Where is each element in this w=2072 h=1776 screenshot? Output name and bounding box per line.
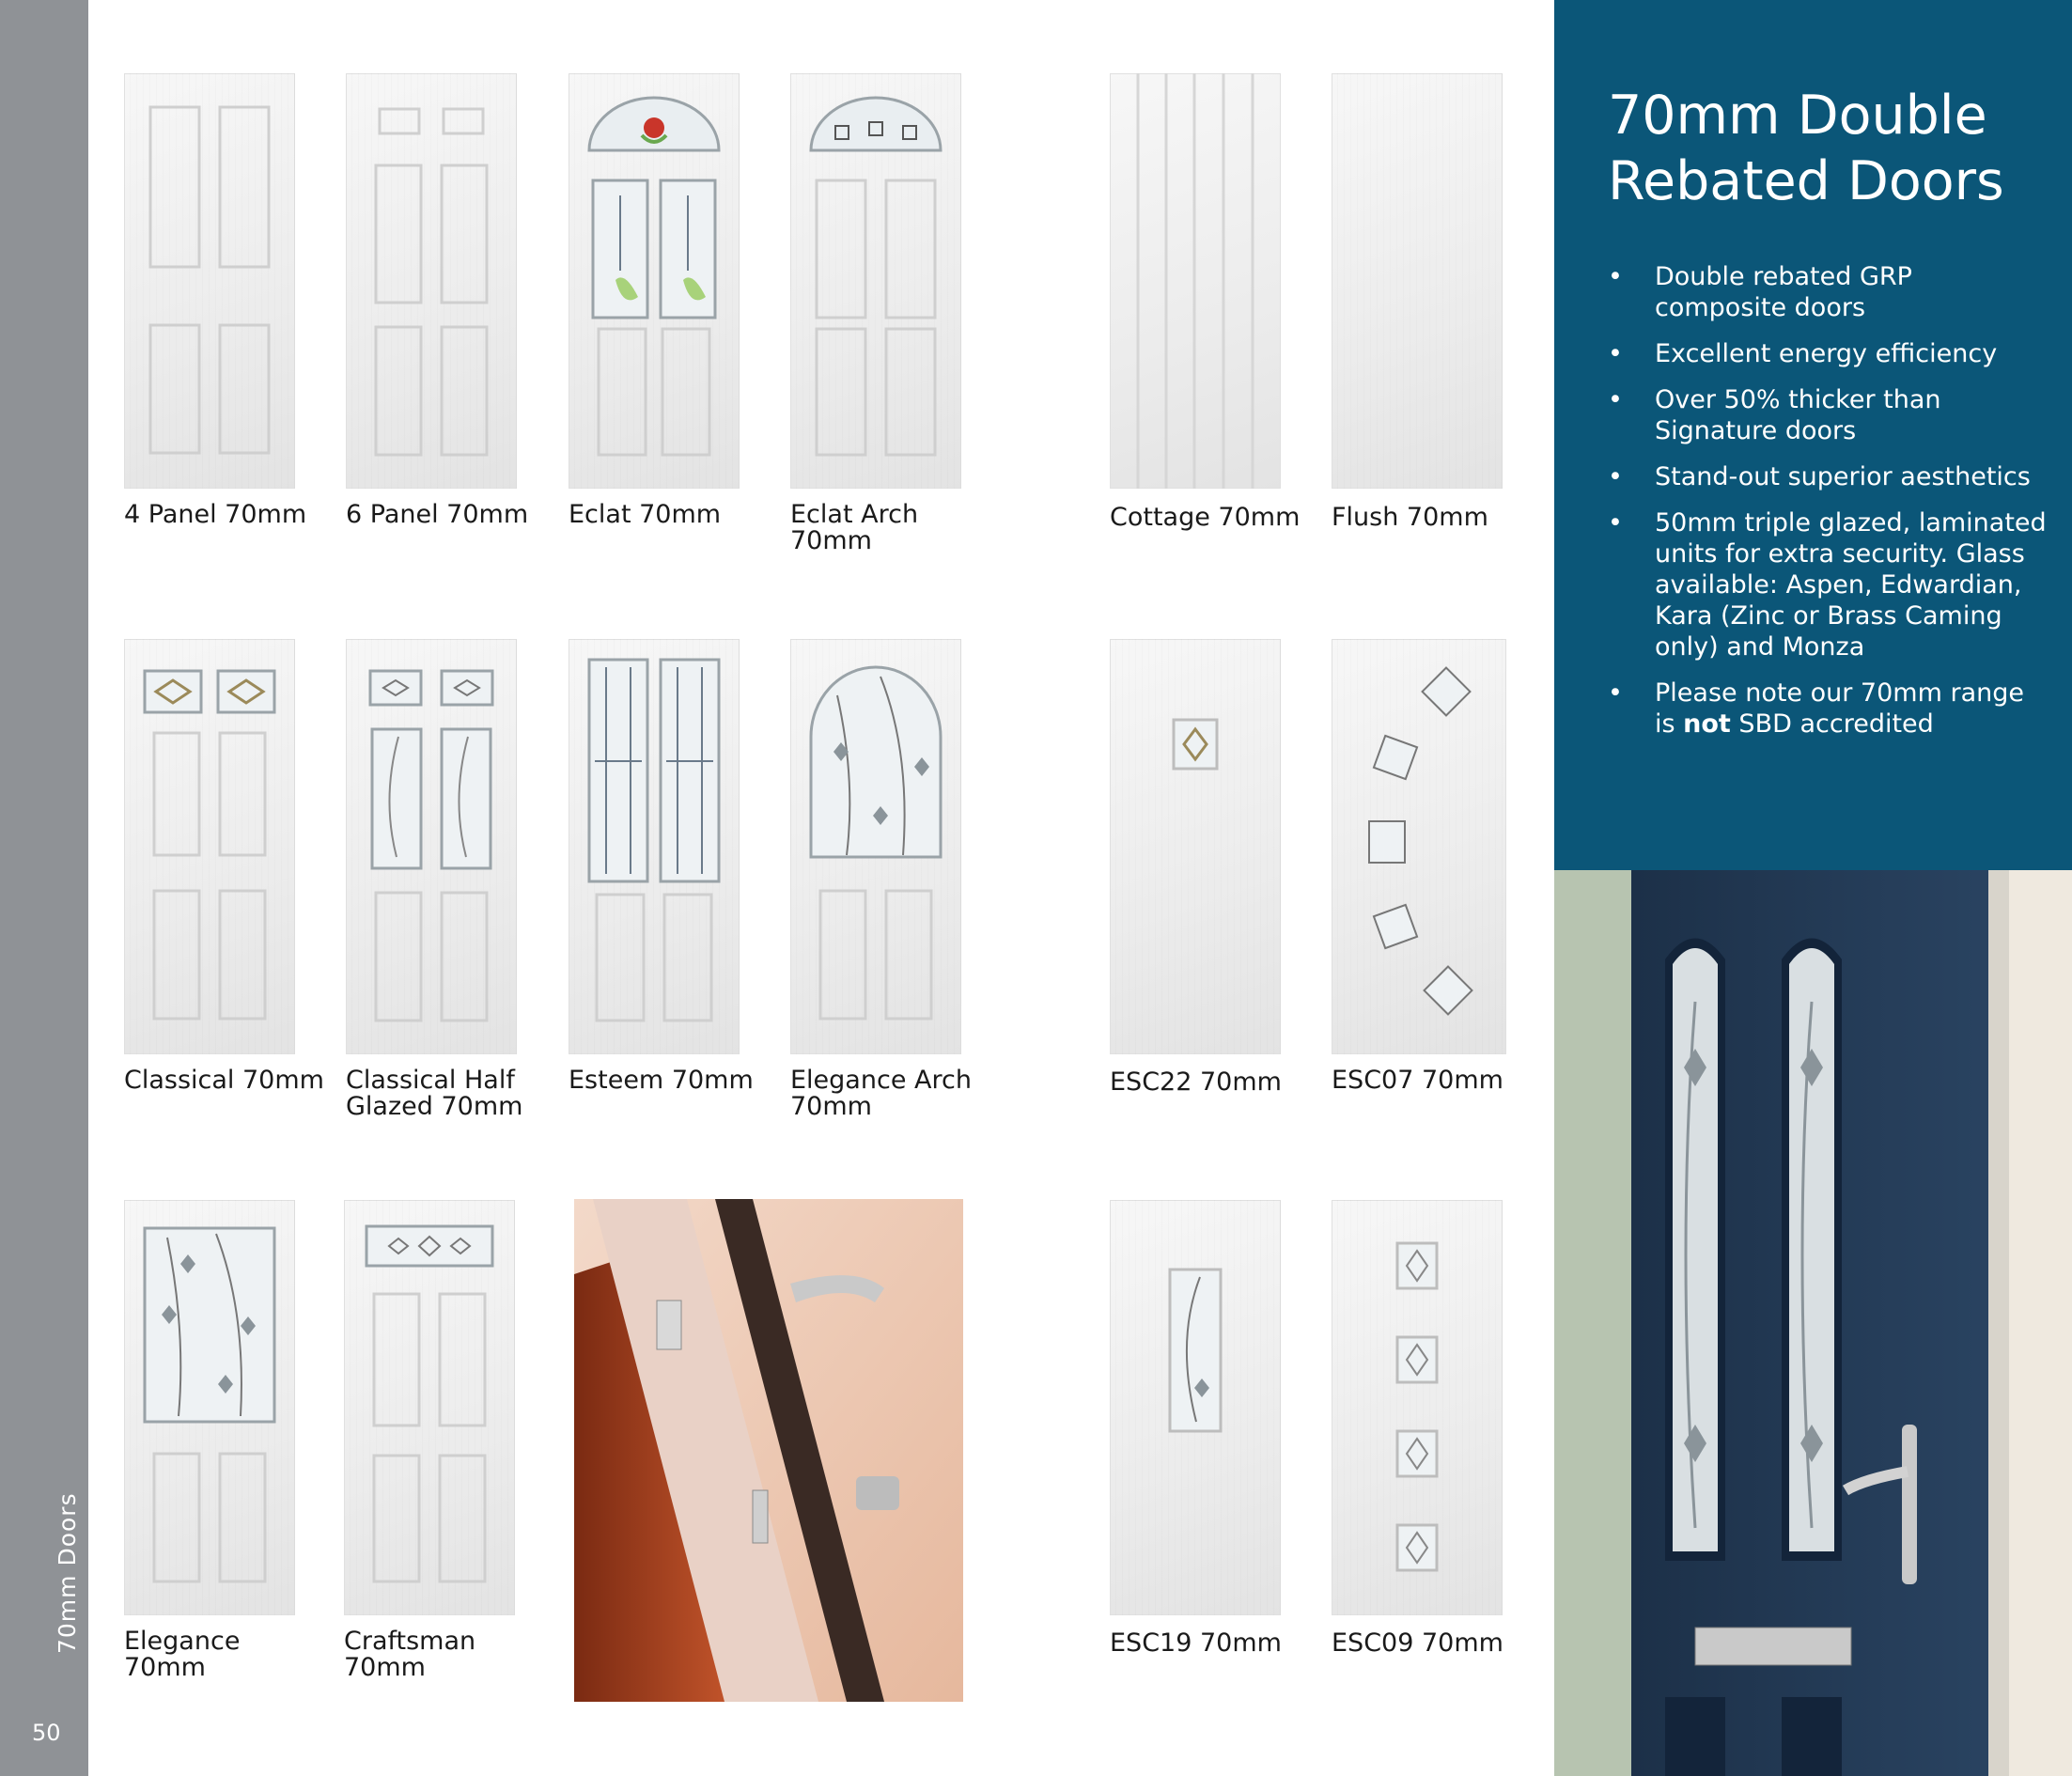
door-label: Classical 70mm [124,1066,324,1095]
bullet-icon: • [1608,462,1623,491]
door-label: ESC07 70mm [1332,1066,1503,1095]
bullet-icon: • [1608,339,1623,368]
esteem-door-icon [569,639,740,1054]
classical-half-glazed-door-image [346,639,517,1054]
door-label: Elegance 70mm [124,1627,241,1682]
feature-text: 50mm triple glazed, laminated units for extra security. Glass available: Aspen, Edwardian, Kara (Zinc or Brass Caming only) and Monza [1655,508,2047,662]
craftsman-door-icon [344,1200,515,1615]
classical-half-glazed-door-icon [346,639,517,1054]
feature-item [1608,384,2049,446]
elegance-arch-door-icon [790,639,961,1054]
bullet-icon: • [1608,508,1623,537]
door-label: ESC22 70mm [1110,1067,1282,1097]
emphasis-not: not [1683,709,1731,739]
info-title: 70mm Double Rebated Doors [1608,85,2004,212]
eclat-arch-door-icon [790,73,961,489]
navy-door-photo [1554,870,2072,1776]
feature-item [1608,338,2049,369]
page-number: 50 [32,1720,61,1746]
door-label: Flush 70mm [1332,503,1488,532]
door-label: Elegance Arch 70mm [790,1066,972,1121]
classical-door-image [124,639,295,1054]
six-panel-door-image [346,73,517,489]
feature-text: Over 50% thicker than Signature doors [1655,385,1941,445]
bullet-icon: • [1608,262,1623,291]
door-label: Craftsman 70mm [344,1627,476,1682]
eclat-arch-door-image [790,73,961,489]
door-label: ESC09 70mm [1332,1628,1503,1658]
feature-item [1608,261,2049,323]
door-label: Eclat 70mm [569,500,722,529]
feature-item [1608,678,2049,740]
feature-text: Stand-out superior aesthetics [1655,462,2031,491]
feature-list [1608,261,2049,755]
lock-mechanism-photo [574,1199,963,1702]
six-panel-door-icon [346,73,517,489]
feature-text: Double rebated GRP composite doors [1655,262,1912,322]
door-label: Classical Half Glazed 70mm [346,1066,523,1121]
cottage-door-image [1110,73,1281,489]
eclat-door-icon [569,73,740,489]
feature-text: Please note our 70mm range is not SBD accredited [1655,678,2024,739]
cottage-door-icon [1110,73,1281,489]
elegance-door-image [124,1200,295,1615]
esc19-door-image [1110,1200,1281,1615]
classical-door-icon [124,639,295,1054]
esc22-door-icon [1110,639,1281,1054]
bullet-icon: • [1608,678,1623,708]
door-label: 4 Panel 70mm [124,500,307,529]
door-label: ESC19 70mm [1110,1628,1282,1658]
esc22-door-image [1110,639,1281,1054]
esc09-door-image [1332,1200,1503,1615]
esteem-door-image [569,639,740,1054]
esc19-door-icon [1110,1200,1281,1615]
eclat-door-image [569,73,740,489]
esc07-door-icon [1332,639,1506,1054]
elegance-door-icon [124,1200,295,1615]
section-label: 70mm Doors [54,1492,81,1654]
door-label: Esteem 70mm [569,1066,754,1095]
craftsman-door-image [344,1200,515,1615]
door-label: Eclat Arch 70mm [790,500,919,555]
door-label: Cottage 70mm [1110,503,1301,532]
feature-item [1608,461,2049,492]
door-label: 6 Panel 70mm [346,500,529,529]
four-panel-door-image [124,73,295,489]
elegance-arch-door-image [790,639,961,1054]
feature-text: Excellent energy efficiency [1655,339,1998,368]
esc07-door-image [1332,639,1506,1054]
esc09-door-icon [1332,1200,1503,1615]
info-panel [1554,0,2072,870]
flush-door-image [1332,73,1503,489]
feature-item [1608,507,2049,662]
four-panel-door-icon [124,73,295,489]
bullet-icon: • [1608,385,1623,414]
